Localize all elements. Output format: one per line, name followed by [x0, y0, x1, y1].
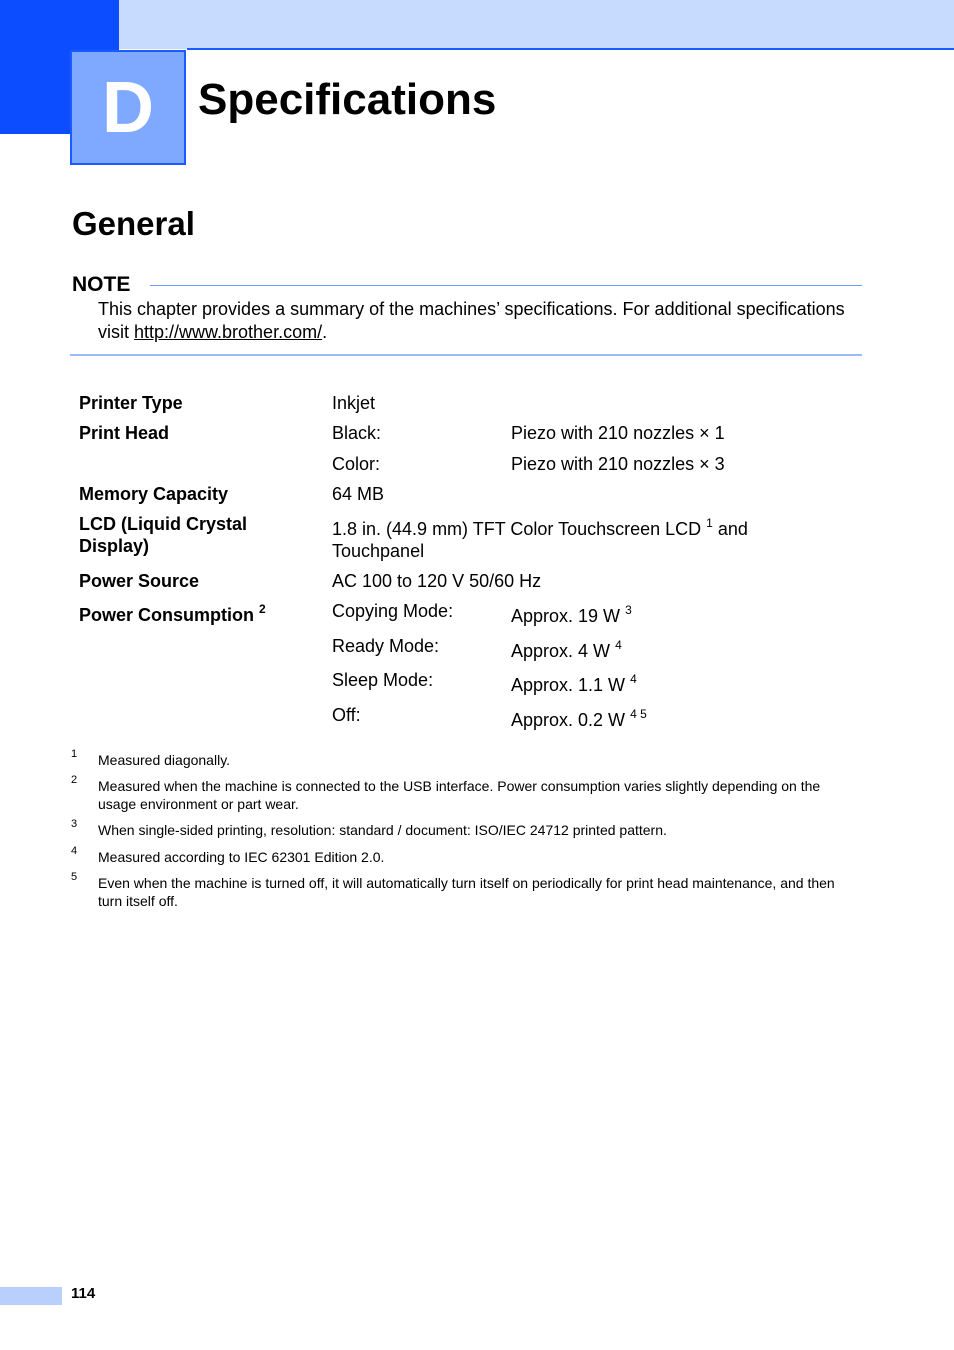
footnote-text: When single-sided printing, resolution: standard / document: ISO/IEC 24712 printed pattern. — [98, 822, 667, 838]
header-rule — [187, 48, 954, 50]
ready-mode-value-text: Approx. 4 W — [511, 641, 611, 661]
power-source-label: Power Source — [79, 571, 200, 591]
lcd-label-line2: Display) — [79, 536, 150, 556]
footnote-ref-4: 4 — [630, 672, 637, 686]
lcd-label-line1: LCD (Liquid Crystal — [79, 514, 248, 534]
print-head-color-label: Color: — [332, 454, 381, 474]
footnote-number: 1 — [71, 748, 78, 760]
ready-mode-value — [511, 640, 622, 662]
chapter-letter: D — [102, 67, 154, 148]
ready-mode-label: Ready Mode: — [332, 636, 440, 656]
note-bottom-rule — [70, 354, 862, 356]
footnote-ref-4: 4 — [615, 638, 622, 652]
off-mode-value-text: Approx. 0.2 W — [511, 710, 626, 730]
off-mode-value — [511, 709, 647, 731]
note-text-after: . — [322, 322, 328, 342]
off-mode-label: Off: — [332, 705, 361, 725]
chapter-letter-box — [70, 50, 186, 165]
footnote-text: Even when the machine is turned off, it will automatically turn itself on periodically for print head maintenance, and then turn itself off. — [98, 875, 835, 909]
header-band — [0, 0, 954, 49]
note-label: NOTE — [72, 273, 131, 296]
print-head-color-value: Piezo with 210 nozzles × 3 — [511, 454, 725, 474]
note-text-before: This chapter provides a summary of the machines’ specifications. For additional specifications visit — [98, 299, 845, 342]
footnote-ref-2: 2 — [259, 602, 266, 616]
memory-capacity-value: 64 MB — [332, 484, 385, 504]
print-head-black-value: Piezo with 210 nozzles × 1 — [511, 423, 725, 443]
copying-mode-value — [511, 605, 632, 627]
print-head-label: Print Head — [79, 423, 170, 443]
footnote-number: 3 — [71, 818, 78, 830]
sleep-mode-value-text: Approx. 1.1 W — [511, 675, 626, 695]
memory-capacity-label: Memory Capacity — [79, 484, 229, 504]
footnote-ref-1: 1 — [706, 516, 713, 530]
print-head-black-label: Black: — [332, 423, 382, 443]
footnote-text: Measured when the machine is connected to the USB interface. Power consumption varies slightly depending on the usage environment or part wear. — [98, 778, 821, 812]
note-text — [98, 298, 860, 344]
lcd-value-line2: Touchpanel — [332, 541, 425, 561]
power-consumption-label — [79, 604, 266, 626]
copying-mode-value-text: Approx. 19 W — [511, 606, 621, 626]
lcd-value-text: 1.8 in. (44.9 mm) TFT Color Touchscreen LCD — [332, 519, 702, 539]
footnote-ref-4-5: 4 5 — [630, 707, 647, 721]
footnote-text: Measured according to IEC 62301 Edition 2.0. — [98, 849, 385, 865]
page-number: 114 — [71, 1285, 96, 1302]
power-consumption-label-text: Power Consumption — [79, 605, 254, 625]
power-source-value: AC 100 to 120 V 50/60 Hz — [332, 571, 542, 591]
footnote-number: 5 — [71, 871, 78, 883]
footnote-text: Measured diagonally. — [98, 752, 231, 768]
printer-type-value: Inkjet — [332, 393, 376, 413]
footnote-number: 2 — [71, 774, 78, 786]
section-title: General — [72, 205, 195, 242]
sleep-mode-label: Sleep Mode: — [332, 670, 434, 690]
printer-type-label: Printer Type — [79, 393, 183, 413]
copying-mode-label: Copying Mode: — [332, 601, 454, 621]
footnote-ref-3: 3 — [625, 603, 632, 617]
chapter-title: Specifications — [198, 75, 497, 124]
sleep-mode-value — [511, 674, 637, 696]
footnote-number: 4 — [71, 845, 78, 857]
lcd-value-line1 — [332, 518, 748, 540]
note-top-rule — [150, 285, 862, 286]
lcd-value-tail: and — [712, 519, 748, 539]
brother-website-link[interactable]: http://www.brother.com/ — [134, 322, 323, 342]
page-number-band — [0, 1287, 62, 1305]
